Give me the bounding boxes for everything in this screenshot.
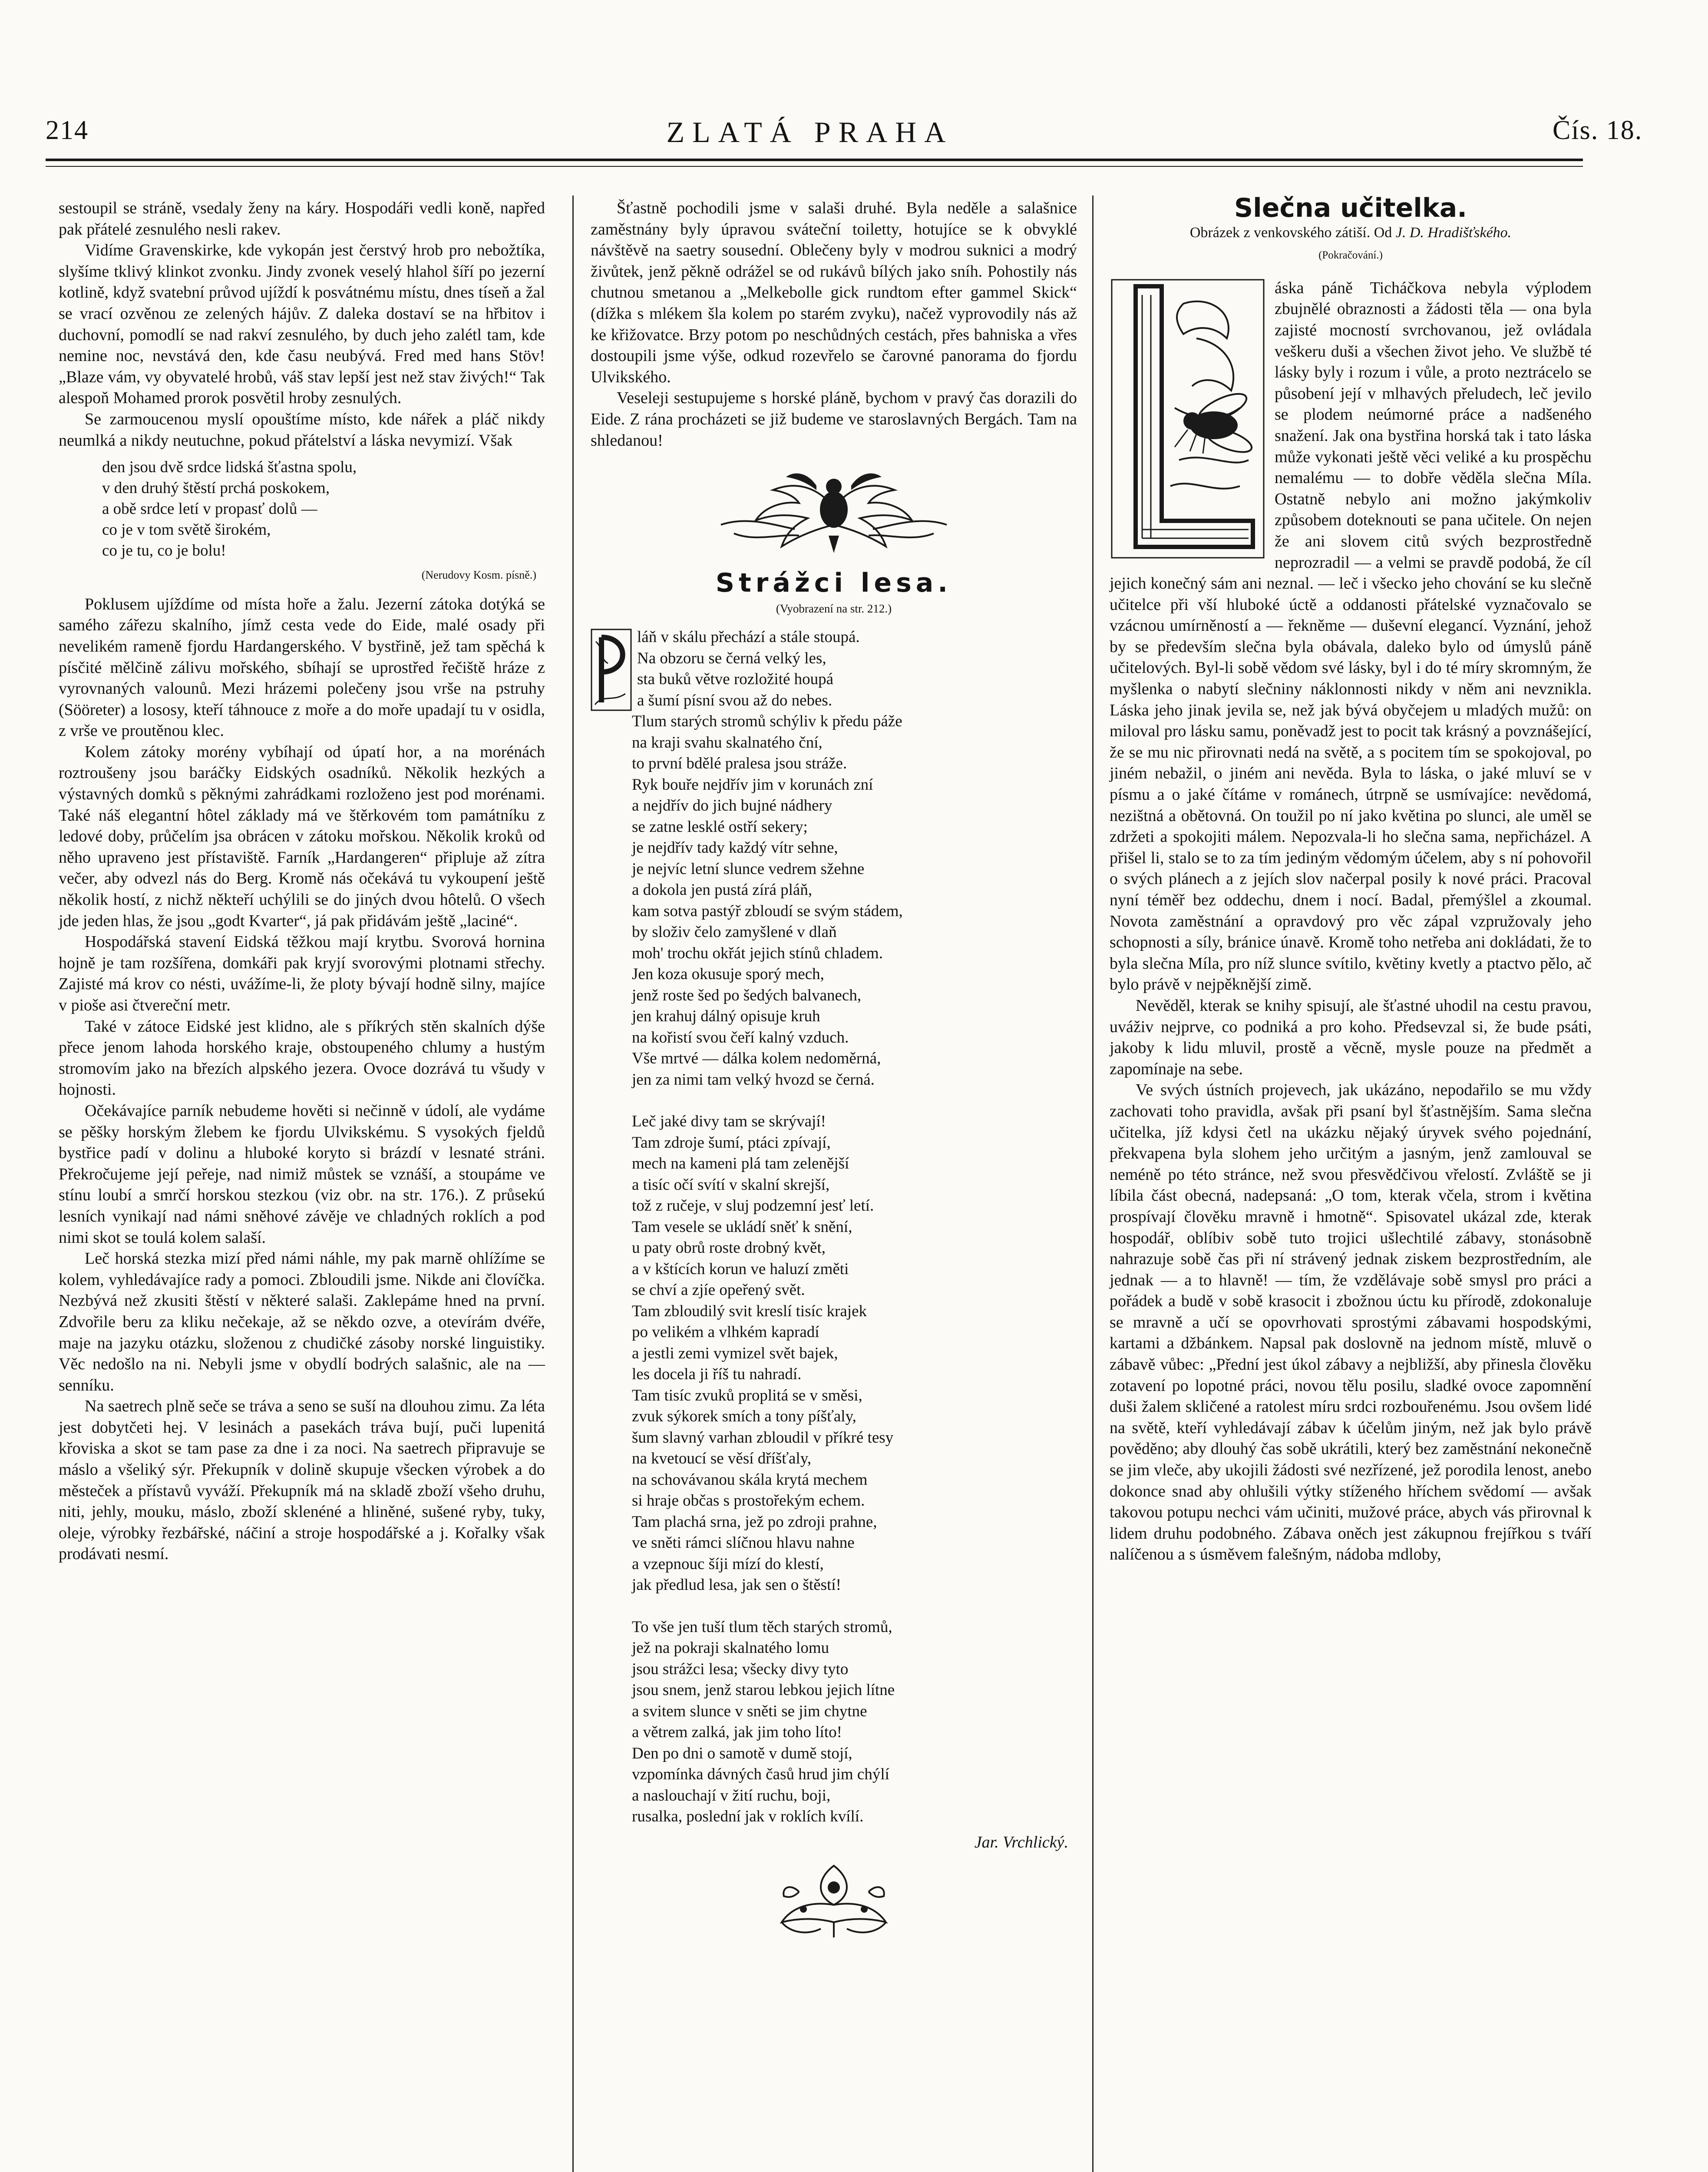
poem-line: Jen koza okusuje sporý mech, [632,965,824,983]
paragraph: Ve svých ústních projevech, jak ukázáno, nepodařilo se mu vždy zachovati toho pravidla, avšak při psaní byl šťastnějším. Sama slečna učitelka, jíž kdysi četl na ukázku nějaký úryvek svého pojednání, překvapena byla slohem jeho určitým a jasným, jenž zamlouval se neméně po této stránce, než svou přesvědčivou vřelostí. Zvláště se ji líbila část obecná, nadepsaná: „O tom, kterak včela, strom i květina prospívají člověku mravně i hmotně“. Spisovatel ukázal zde, kterak hospodář, oblíbiv sobě tuto trojici ušlechtilé zábavy, stonásobně nahrazuje sobě čas při ní strávený jednak ziskem bezprostředním, ale jednak — a to hlavně! — tím, že vzdělávaje sobě smysl pro práci a pořádek a budě v sobě krasocit i zbožnou úctu ku přírodě, zdokonaluje se mravně a učí se opovrhovati sprostými zábavami hospodskými, kartami a džbánkem. Napsal pak doslovně na jednom místě, mluvě o zábavě vůbec: „Přední jest úkol zábavy a nejbližší, aby přinesla člověku zotavení po lopotné práci, novou tělu posilu, sladké ovoce zapomnění duši žalem skličené a ratolest míru srdci rozbouřenému. Jsou ovšem lidé na světě, kteří vyhledávají zábav k účelům jiným, než jak bylo právě pověděno; aby dlouhý čas sobě ukrátili, který bez zaměstnání nekonečně se jim vleče, aby ukojili žádosti své nezřízené, jež porodila lenost, anebo dokonce snad aby ohlušili výtky stíženého hříchem svědomí — avšak takovou potupu nechci vám učiniti, mužové práce, abych vás přirovnal k lidem druhu podobného. Zábava oněch jest zákupnou frejířkou s tváří nalíčenou a s úsměvem falešným, nádoba mdloby, [1110,1081,1592,1564]
poem-line: jak předlud lesa, jak sen o štěstí! [632,1576,841,1594]
poem-line: sta buků větve rozložité houpá [637,670,834,689]
story-subtitle [1110,222,1592,244]
poem-line: Leč jaké divy tam se skrývají! [632,1112,826,1131]
story-title: Slečna učitelka. [1234,193,1467,223]
poem-line: by složiv čelo zamyšlené v dlaň [632,923,837,941]
poem-line: Tam plachá srna, jež po zdroji prahne, [632,1513,877,1531]
poem-line: a nejdřív do jich bujné nádhery [632,797,833,815]
poem-line: a naslouchají v žití ruchu, boji, [632,1786,831,1804]
poem-line: je nejvíc letní slunce vedrem sžehne [632,860,865,878]
poem-subtitle: (Vyobrazení na str. 212.) [776,602,892,615]
poem-line: se chví a zjíe opeřený svět. [632,1281,805,1299]
verse-source: (Nerudovy Kosm. písně.) [421,569,536,582]
poem-line: si hraje občas s prostořekým echem. [632,1492,865,1510]
issue-number: Čís. 18. [1553,116,1643,145]
story-author: J. D. Hradišťského. [1395,224,1512,241]
poem-line: a svitem slunce v sněti se jim chytne [632,1702,867,1720]
poem-line: Tam tisíc zvuků proplitá se v směsi, [632,1386,862,1404]
poem-line: jen krahuj dálný opisuje kruh [632,1007,820,1026]
poem-title: Strážci lesa. [715,568,952,599]
poem-line: jež na pokraji skalnatého lomu [632,1639,829,1657]
poem-line: mech na kameni plá tam zelenější [632,1155,849,1173]
poem-line: jen za nimi tam velký hvozd se černá. [632,1070,875,1089]
poem-line: jsou strážci lesa; všecky divy tyto [632,1660,849,1678]
floral-ornament-icon [591,1857,1077,1940]
paragraph: Na saetrech plně seče se tráva a seno se suší na dlouhou zimu. Za léta jest dobytčeti hej. V lesinách a pasekách tráva bují, puči lupenitá křoviska a skot se tam pase za dne i za noci. Na saetrech připravuje se máslo a všeliký sýr. Překupník v dolině skupuje všecken výrobek a do městeček a přístavů vyváží. Překupník má na skladě zboží všeho druhu, niti, jehly, mouku, máslo, zboží sklenéné a hliněné, sušené ryby, tuky, oleje, výrobky řezbářské, náčiní a stroje hospodářské a j. Kořalky však prodávati nesmí. [59,1397,545,1563]
paragraph: Vidíme Gravenskirke, kde vykopán jest čerstvý hrob pro nebožtíka, slyšíme tklivý klinkot zvonku. Jindy zvonek veselý hlahol šíří po jezerní kotlině, když svatební průvod ujíždí k posvátnému místu, dnes tíseň a žal se vrací ozvěnou ze zelených hájův. Z daleka dostaví se na hřbitov i duchovní, pomodlí se nad rakví zesnulého, by duch jeho zalétl tam, kde nemine noc, nevstává den, kde času neubývá. Fred med hans Stöv! „Blaze vám, vy obyvatelé hrobů, váš stav lepší jest než stav živých!“ Tak alespoň Mohamed prorok posvětil hroby zesnulých. [59,241,545,407]
paragraph: Veseleji sestupujeme s horské pláně, bychom v pravý čas dorazili do Eide. Z rána procházeti se již budeme ve staroslavných Bergách. Tam na shledanou! [591,389,1077,450]
poem-line: na kraji svahu skalnatého ční, [632,733,823,752]
poem-line: na kvetoucí se věsí dříšťaly, [632,1450,812,1468]
poem-line: ve sněti rámci slíčnou hlavu nahne [632,1534,855,1552]
poem-line: Tam zdroje šumí, ptáci zpívají, [632,1133,831,1152]
paragraph: Leč horská stezka mizí před námi náhle, my pak marně ohlížíme se kolem, vyhledávajíce rady a pomoci. Zbloudili jsme. Nikde ani človíčka. Nezbývá než zkusiti štěstí v některé salaši. Zaklepáme hned na první. Zdvořile beru za kliku nečekaje, až se někdo ozve, a otevírám dvéře, maje na jazyku otázku, složenou z chudičké zásoby norské linguistiky. Věc nedošlo na ni. Nebyli jsme v obydlí bodrých salašnic, ale na — senníku. [59,1249,545,1394]
poem-line: jsou snem, jenž starou lebkou jejich lítne [632,1681,895,1699]
poem-line: Tam vesele se ukládí sněť k snění, [632,1218,852,1236]
poem [632,627,1077,1828]
poem-line: Na obzoru se černá velký les, [637,649,826,667]
header-rule-thin [46,166,1583,167]
eagle-ornament-icon [591,460,1077,555]
paragraph: sestoupil se stráně, vsedaly ženy na káry. Hospodáři vedli koně, napřed pak přátelé zesnulého nesli rakev. [59,199,545,238]
column-2 [591,198,1077,1948]
poem-line: a větrem zalká, jak jim toho líto! [632,1723,842,1742]
poem-line: Vše mrtvé — dálka kolem nedoměrná, [632,1050,881,1068]
paragraph: Očekávajíce parník nebudeme hověti si nečinně v údolí, ale vydáme se pěšky horským žlebem ke fjordu Ulvikskému. S vysokých fjeldů bystřice padí v dolinu a hluboké koryto si brázdí v lesnaté stráni. Překročujeme její peřeje, nad nimiž můstek se vznáší, a stoupáme ve stínu loubí a smrčí horskou stezkou (viz obr. na str. 176.). Z průsekú lesních vynikají nad námi sněhové závěje ve chladných roklích a pod nimi skot se toulá kolem salaší. [59,1101,545,1247]
poem-line: je nejdřív tady každý vítr sehne, [632,839,838,857]
paragraph: áska páně Ticháčkova nebyla výplodem zbujnělé obraznosti a žádosti těla — ona byla zajisté mocností svrchovanou, jež ovládala veškeru duši a všechen život jeho. Ve službě té lásky byly i rozum i vůle, a proto neztrácelo se působení její v mlhavých přeludech, leč jevilo se plodem neúmorné práce a nadšeného snažení. Jak ona bystřina horská tak i tato láska může vykonati ještě věci veliké a ku prospěchu nemalému — to dobře věděla slečna Míla. Ostatně nebylo ani možno jakýmkoliv způsobem doteknouti se pana učitele. On nejen že ani slovem citů svých bezprostředně neprozradil — a velmi se pravdě podobá, že cíl jejich konečný sám ani neznal. — leč i všecko jeho chování se ku slečně učitelce při vší hluboké úctě a oddanosti přátelské vyznačovalo se vzácnou umírněností a — řekněme — duševní elegancí. Vyznání, jehož by se především slečna byla obávala, daleko bylo od úmyslů páně učitelových. Byl-li sobě vědom své lásky, byl i do té míry skromným, že myšlenka o nabytí slečniny náklonnosti nikdy v něm ani nevznikla. Láska jeho jinak jevila se, než jak bývá obyčejem u mladých mužů: on miloval pro lásku samu, poněvadž jest to pocit tak krásný a povznášející, že se mu nic přirovnati nedá na světě, a s pocitem tím se spokojoval, po jiném nebažil, o jiném ani nevěda. Byla to láska, o jaké mluví se v písmu a o jaké čítáme v románech, útrpně se usmívajíce: nevědomá, nezištná a obětovná. On toužil po ní jako květina po slunci, ale uměl se zdržeti a spokojiti málem. Nepozvala-li ho slečna sama, nepřicházel. A přišel li, stalo se to za tím jediným vědomým účelem, aby s ní pohovořil o svých plánech a z jejích slov načerpal posily k nové práci. Pracoval nyní téměř bez oddechu, dnem i nocí. Badal, přemýšlel a zkoumal. Novota zaměstnání a opravdový pro věc zápal vzpružovaly jeho schopnosti a síly, bránice únavě. Kromě toho netřeba ani dokládati, že to byla slečna Míla, pro níž slunce svítilo, květiny kvetly a ptactvo pělo, ač bylo právě v nejpěknější zimě. [1110,278,1592,994]
page-number: 214 [46,116,89,145]
poem-line: a jestli zemi vymizel svět bajek, [632,1344,838,1362]
poem-line: Den po dni o samotě v dumě stojí, [632,1744,852,1762]
verse-line: a obě srdce letí v propasť dolů — [102,500,317,518]
poem-author: Jar. Vrchlický. [974,1833,1068,1851]
stanza-gap [632,1596,1077,1617]
header-rule-thick [46,159,1583,161]
story-subtitle-text: Obrázek z venkovského zátiší. Od [1189,224,1396,241]
magazine-title: ZLATÁ PRAHA [666,116,954,149]
quoted-verse [102,457,545,561]
eagle-ornament [591,460,1077,555]
continued-note: (Pokračování.) [1318,249,1383,262]
drop-cap-p-icon [591,629,632,711]
poem-line: a v kštících korun ve haluzí změti [632,1260,849,1278]
poem-line: na kořistí svou čeří kalný vzduch. [632,1028,849,1046]
poem-line: na schovávanou skála krytá mechem [632,1470,868,1489]
poem-line: u paty obrů roste drobný květ, [632,1239,826,1257]
poem-line: vzpomínka dávných časů hrud jim chýlí [632,1765,889,1784]
poem-line: a dokola jen pustá zírá pláň, [632,881,813,899]
poem-line: se zatne lesklé ostří sekery; [632,818,808,836]
paragraph: Kolem zátoky morény vybíhají od úpatí hor, a na morénách roztroušeny jsou baráčky Eidských osadníků. Několik hezkých a výstavných domků s pěknými zahrádkami rozloženo jest pod morénami. Také náš elegantní hôtel základy má ve štěrkovém tom památníku z ledové doby, průčelím jsa obrácen v zátoku mořskou. Několik kroků od něho upraveno jest přístaviště. Farník „Hardangeren“ připluje až zítra večer, aby odvezl nás do Berg. Kromě nás očekává tu vykoupení ještě několik hostí, z nichž někteří uchýlili se do jiných dvou hôtelů. O všech jde jeden hlas, že jsou „godt Kvarter“, já pak přidávám ještě „laciné“. [59,742,545,930]
column-divider-right [1092,195,1094,2172]
poem-line: to první bdělé pralesa jsou stráže. [632,755,847,773]
poem-line: šum slavný varhan zbloudil v příkré tesy [632,1428,894,1447]
poem-line: a vzepnouc šíji mízí do klestí, [632,1555,824,1573]
poem-line: po velikém a vlhkém kapradí [632,1323,819,1341]
poem-line: rusalka, poslední jak v roklích kvílí. [632,1808,864,1826]
poem-line: kam sotva pastýř zbloudí se svým stádem, [632,902,903,920]
paragraph: Šťastně pochodili jsme v salaši druhé. Byla neděle a salašnice zaměstnány byly úpravou sváteční toiletty, hotujíce se k obvyklé návštěvě na saetry sousední. Oblečeny byly v modrou suknici a modrý živůtek, jenž pěkně odrážel se od rukávů bílých jako sníh. Pohostily nás chutnou smetanou a „Melkebolle gick rundtom efter gammel Skick“ (dížka s mlékem šla kolem po starém zvyku), načež vyprovodily nás až ke křižovatce. Brzy potom po neschůdných cestách, přes bahniska a vřes dostoupili jsme výše, odkud rozevřelo se čarovné panorama do fjordu Ulvikského. [591,199,1077,386]
poem-line: jenž roste šed po šedých balvanech, [632,986,862,1004]
column-3 [1110,193,1592,1565]
poem-line: láň v skálu přechází a stále stoupá. [637,628,860,646]
poem-line: Tam zbloudilý svit kreslí tisíc krajek [632,1302,867,1320]
paragraph: Také v zátoce Eidské jest klidno, ale s příkrých stěn skalních dýše přece jenom lahoda horského kraje, obstoupeného chlumy a hustým stromovím jako na březích alpského jezera. Ovoce dozrává tu všudy v hojnosti. [59,1017,545,1099]
drop-cap-l-bee-icon [1110,278,1266,560]
poem-line: zvuk sýkorek smích a tony píšťaly, [632,1407,856,1426]
paragraph: Hospodářská stavení Eidská těžkou mají krytbu. Svorová hornina hojně je tam rozšířena, domkáři pak kryjí svorovými plotnami střechy. Zajisté má krov co nésti, uvážíme-li, že ploty bývají hodně silny, majíce v pioše asi čtvereční metr. [59,933,545,1014]
paragraph: Se zarmoucenou myslí opouštíme místo, kde nářek a pláč nikdy neumlká a nikdy neutuchne, pokud přátelství a láska nevymizí. Však [59,410,545,450]
poem-line: Tlum starých stromů schýliv k předu páže [632,712,902,731]
verse-line: v den druhý štěstí prchá poskokem, [102,479,330,497]
paragraph: Poklusem ujíždíme od místa hoře a žalu. Jezerní zátoka dotýká se samého zářezu skalního, jímž cesta vede do Eide, malé osady při nevelikém rameně fjordu Hardangerského. V bystřině, jež tam spěchá k písčité mělčině zálivu mořského, sbíhají se uprostřed řečiště hráze z vyrovnaných valounů. Mezi hrázemi polečeny jsou vrše na pstruhy (Sööreter) a lososy, kteří táhnouce z moře a do moře upadají tu v osidla, z vrše ve proutěnou klec. [59,595,545,740]
poem-line: To vše jen tuší tlum těch starých stromů, [632,1618,892,1636]
poem-line: moh' trochu okřát jejich stínů chladem. [632,944,883,962]
verse-line: co je v tom světě širokém, [102,521,271,539]
poem-line: les docela ji říš tu nahradí. [632,1365,802,1384]
column-1 [59,198,545,1565]
poem-line: tož z ručeje, v sluj podzemní jesť letí. [632,1197,874,1215]
paragraph: Nevěděl, kterak se knihy spisují, ale šťastné uhodil na cestu pravou, uváživ nejprve, co podniká a pro koho. Předsevzal si, že bude psáti, jakoby k lidu mluvil, prostě a věcně, mysle pouze na předmět a zapomínaje na sebe. [1110,996,1592,1078]
poem-line: Ryk bouře nejdřív jim v korunách zní [632,775,873,794]
column-divider-left [572,195,574,2172]
poem-line: a tisíc očí svítí v skalní skrejší, [632,1175,830,1194]
stanza-gap [632,1090,1077,1111]
poem-line: a šumí písní svou až do nebes. [637,691,833,709]
floral-ornament [591,1857,1077,1940]
verse-line: co je tu, co je bolu! [102,542,226,560]
verse-line: den jsou dvě srdce lidská šťastna spolu, [102,458,357,477]
